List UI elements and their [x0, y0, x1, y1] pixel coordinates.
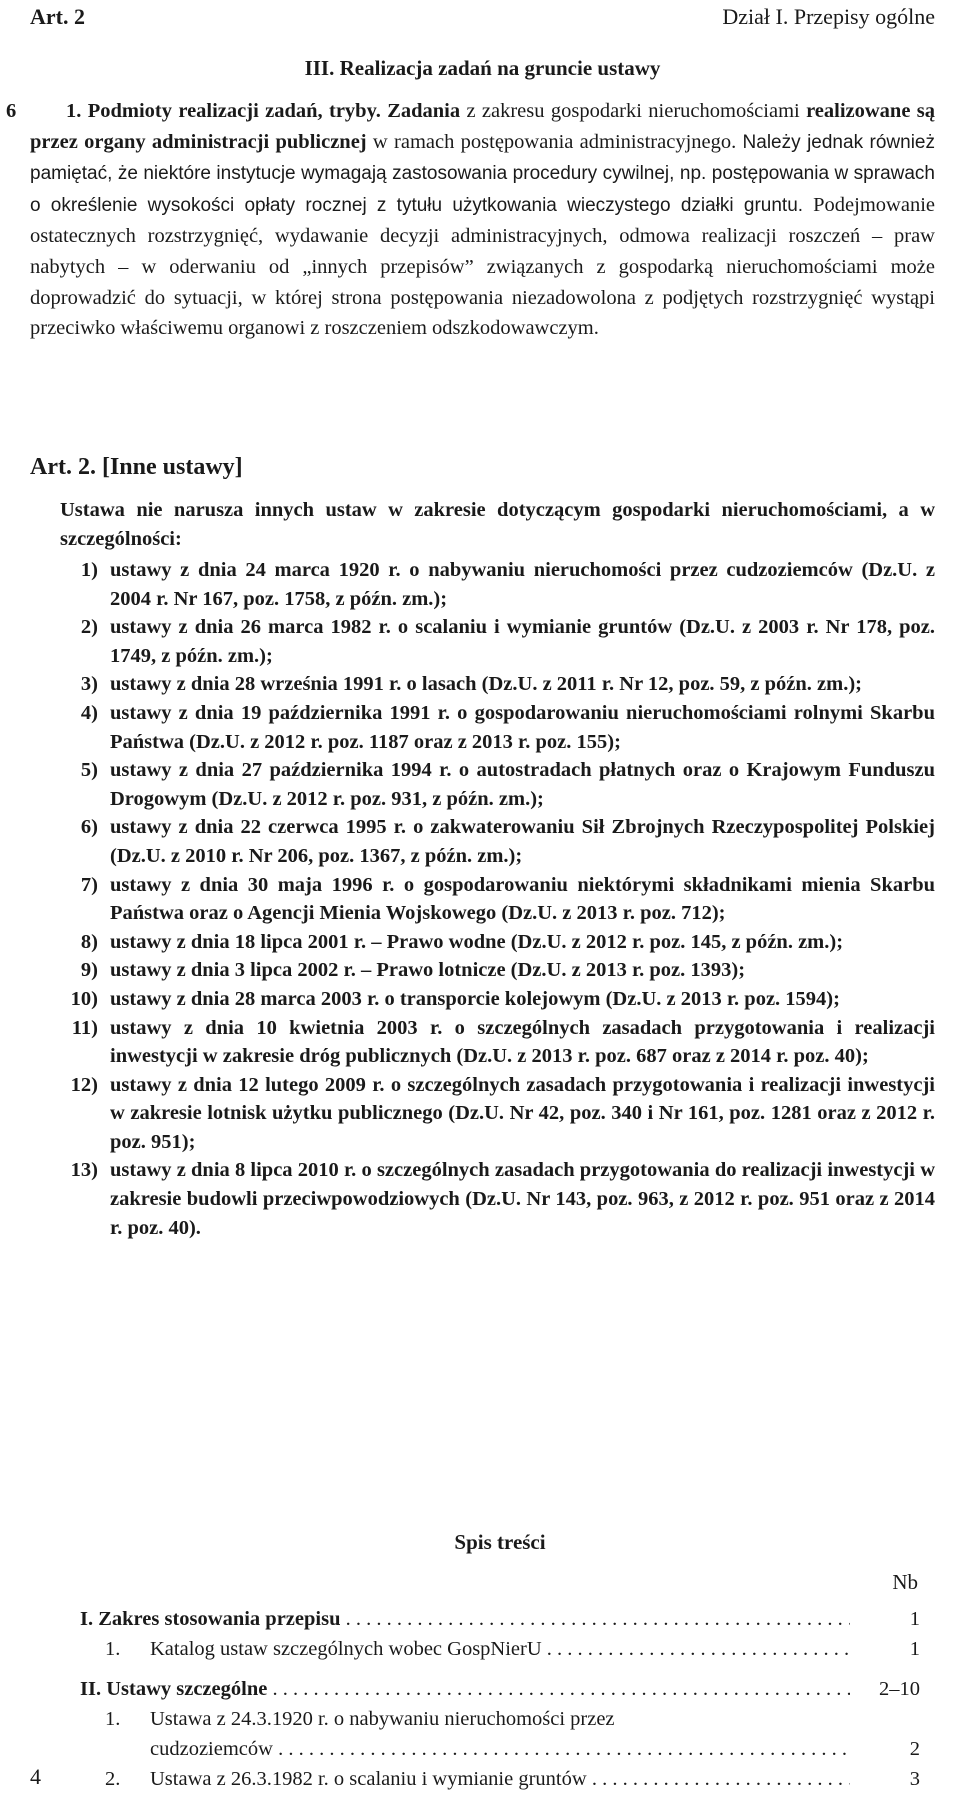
toc-entry-page: 3 [909, 1768, 920, 1790]
law-list-item [30, 813, 935, 870]
toc-entry[interactable] [80, 1674, 920, 1704]
toc-entry-label: II. Ustawy szczególne [80, 1678, 268, 1700]
table-of-contents [80, 1530, 920, 1794]
law-list-item [30, 756, 935, 813]
law-item-number: 9) [80, 959, 98, 982]
law-item-text: ustawy z dnia 27 października 1994 r. o autostradach płatnych oraz o Krajowym Funduszu Drogowym (Dz.U. z 2012 r. poz. 931, z późn. zm.); [110, 759, 935, 810]
law-list-item [30, 699, 935, 756]
law-list-item [30, 871, 935, 928]
law-list-item [30, 613, 935, 670]
toc-entry-continuation[interactable] [80, 1734, 920, 1764]
law-item-text: ustawy z dnia 28 marca 2003 r. o transporcie kolejowym (Dz.U. z 2013 r. poz. 1594); [110, 987, 840, 1010]
law-item-text: ustawy z dnia 12 lutego 2009 r. o szczególnych zasadach przygotowania i realizacji inwestycji w zakresie lotnisk użytku publicznego (Dz.U. Nr 42, poz. 340 i Nr 161, poz. 1281 oraz z 2012 r. poz. 951); [110, 1073, 935, 1153]
commentary-text [30, 96, 935, 344]
commentary-sans-text: Należy jednak również pamiętać, że niektóre instytucje wymagają zastosowania procedury cywilnej, np. postępowania w sprawach o określenie wysokości opłaty rocznej z tytułu użytkowania wieczystego działki gruntu. [30, 131, 935, 216]
law-list-item [30, 1071, 935, 1157]
law-list [30, 556, 935, 1242]
toc-entry-page: 1 [909, 1608, 920, 1630]
article-intro: Ustawa nie narusza innych ustaw w zakresie dotyczącym gospodarki nieruchomościami, a w szczególności: [60, 499, 935, 550]
law-item-number: 10) [70, 987, 98, 1010]
law-item-number: 5) [80, 759, 98, 782]
law-list-item [30, 928, 935, 957]
law-item-number: 11) [71, 1016, 98, 1039]
law-item-text: ustawy z dnia 24 marca 1920 r. o nabywaniu nieruchomości przez cudzoziemców (Dz.U. z 2004 r. Nr 167, poz. 1758, z późn. zm.); [110, 559, 935, 610]
law-item-number: 3) [80, 673, 98, 696]
toc-entry-number: 1. [105, 1638, 121, 1660]
law-item-number: 8) [80, 930, 98, 953]
commentary-text-3: Podejmowanie ostatecznych rozstrzygnięć, wydawanie decyzji administracyjnych, odmowa realizacji roszczeń – praw nabytych – w oderwaniu od „innych przepisów” związanych z gospodarką nieruchomościami może doprowadzić do sytuacji, w której strona postępowania niezadowolona z podjętych rozstrzygnięć wystąpi przeciwko właściwemu organowi z roszczeniem odszkodowawczym. [30, 193, 935, 340]
law-item-text: ustawy z dnia 22 czerwca 1995 r. o zakwaterowaniu Sił Zbrojnych Rzeczypospolitej Polskiej (Dz.U. z 2010 r. Nr 206, poz. 1367, z późn. zm.); [110, 816, 935, 867]
law-list-item [30, 985, 935, 1014]
article-title: Art. 2. [Inne ustawy] [30, 454, 243, 480]
toc-entry[interactable] [80, 1704, 920, 1734]
law-item-text: ustawy z dnia 8 lipca 2010 r. o szczególnych zasadach przygotowania do realizacji inwestycji w zakresie budowli przeciwpowodziowych (Dz.U. Nr 143, poz. 963, z 2012 r. poz. 951 oraz z 2014 r. poz. 40). [110, 1159, 935, 1239]
toc-entry-page: 1 [909, 1638, 920, 1660]
header-chapter-title: Dział I. Przepisy ogólne [722, 4, 935, 29]
law-item-text: ustawy z dnia 19 października 1991 r. o gospodarowaniu nieruchomościami rolnymi Skarbu Państwa (Dz.U. z 2012 r. poz. 1187 oraz z 2013 r. poz. 155); [110, 701, 935, 753]
toc-entry-label: I. Zakres stosowania przepisu [80, 1608, 341, 1630]
page-number: 4 [30, 1764, 41, 1789]
toc-entry-number: 1. [105, 1708, 121, 1730]
commentary-lead-label: 1. Podmioty realizacji zadań, tryby. [66, 100, 381, 122]
toc-entry-label: Ustawa z 26.3.1982 r. o scalaniu i wymianie gruntów [150, 1768, 587, 1790]
law-list-item [30, 956, 935, 985]
commentary-bold-1: Zadania [387, 100, 461, 122]
law-item-text: ustawy z dnia 3 lipca 2002 r. – Prawo lotnicze (Dz.U. z 2013 r. poz. 1393); [110, 959, 746, 982]
law-item-text: ustawy z dnia 18 lipca 2001 r. – Prawo wodne (Dz.U. z 2012 r. poz. 145, z późn. zm.); [110, 930, 844, 953]
toc-title: Spis treści [454, 1530, 546, 1554]
law-item-text: ustawy z dnia 26 marca 1982 r. o scalaniu i wymianie gruntów (Dz.U. z 2003 r. Nr 178, poz. 1749, z późn. zm.); [110, 616, 935, 667]
commentary-text-2: w ramach postępowania administracyjnego. [366, 130, 743, 153]
running-header [30, 4, 935, 34]
toc-entry-number: 2. [105, 1768, 121, 1790]
law-item-text: ustawy z dnia 28 września 1991 r. o lasach (Dz.U. z 2011 r. Nr 12, poz. 59, z późn. zm.); [110, 673, 863, 696]
toc-entry[interactable] [80, 1634, 920, 1664]
law-item-number: 1) [80, 559, 98, 581]
commentary-bold-2: realizowane są przez organy administracji publicznej [30, 100, 936, 153]
toc-entry-label-line1: Ustawa z 24.3.1920 r. o nabywaniu nieruchomości przez [150, 1708, 615, 1730]
law-item-number: 4) [80, 701, 98, 724]
law-list-item [30, 670, 935, 699]
section-heading: III. Realizacja zadań na gruncie ustawy [304, 56, 661, 80]
toc-entry-page: 2–10 [879, 1678, 920, 1700]
margin-number: 6 [6, 100, 17, 122]
law-item-text: ustawy z dnia 30 maja 1996 r. o gospodarowaniu niektórymi składnikami mienia Skarbu Państwa oraz o Agencji Mienia Wojskowego (Dz.U. z 2013 r. poz. 712); [110, 873, 935, 925]
toc-entry-label: Katalog ustaw szczególnych wobec GospNierU [150, 1638, 542, 1660]
law-item-number: 13) [70, 1159, 98, 1182]
toc-column-header: Nb [892, 1570, 918, 1594]
law-item-number: 7) [80, 873, 98, 896]
law-item-number: 6) [80, 816, 98, 839]
law-item-number: 12) [70, 1073, 98, 1096]
toc-entry[interactable] [80, 1604, 920, 1634]
toc-entry-label: cudzoziemców [150, 1738, 273, 1760]
toc-entry[interactable] [80, 1764, 920, 1794]
law-list-item [30, 556, 935, 613]
law-list-item [30, 1014, 935, 1071]
law-item-number: 2) [80, 616, 98, 639]
commentary-paragraph [6, 96, 936, 344]
header-article-ref: Art. 2 [30, 4, 85, 29]
law-item-text: ustawy z dnia 10 kwietnia 2003 r. o szczególnych zasadach przygotowania i realizacji inwestycji w zakresie dróg publicznych (Dz.U. z 2013 r. poz. 687 oraz z 2014 r. poz. 40); [110, 1016, 935, 1068]
toc-entry-page: 2 [909, 1738, 920, 1760]
law-list-item [30, 1156, 935, 1242]
commentary-text-1: z zakresu gospodarki nieruchomościami [460, 100, 807, 122]
